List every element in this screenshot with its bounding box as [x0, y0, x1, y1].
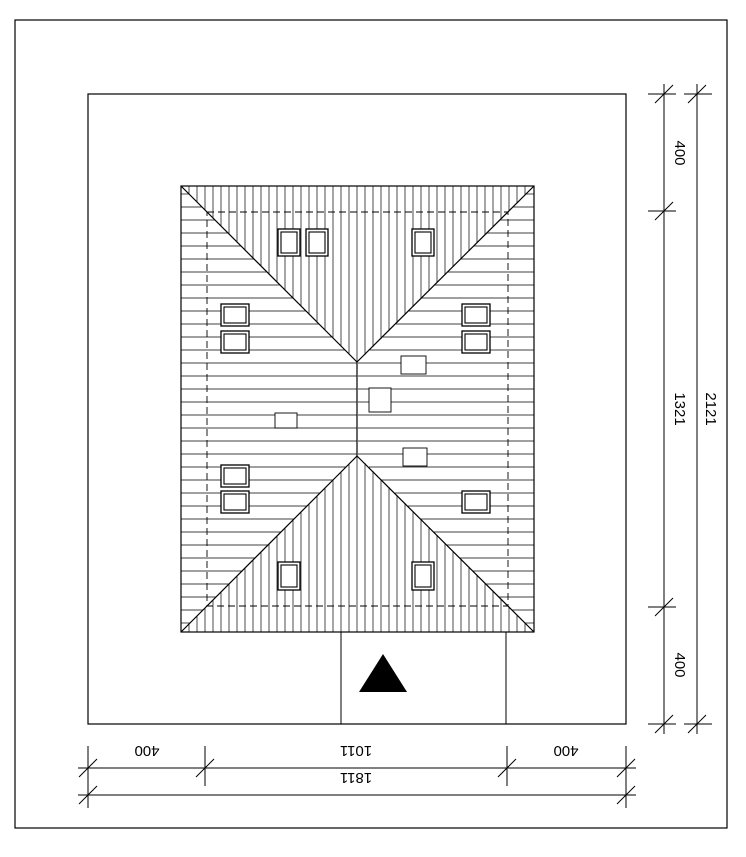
dim-label-right-setback: 400	[553, 742, 579, 759]
roof-window-inner	[465, 307, 487, 323]
chimney	[403, 448, 427, 466]
roof-window-inner	[224, 307, 246, 323]
chimney	[275, 413, 297, 428]
dim-label-middle-width: 1011	[339, 742, 373, 759]
roof-window-inner	[224, 468, 246, 484]
roof-window-inner	[281, 565, 297, 587]
dimension-lines	[78, 84, 712, 808]
sheet-frame	[15, 20, 727, 828]
dim-label-middle-height: 1321	[671, 392, 688, 426]
chimney	[369, 388, 391, 412]
roof	[181, 186, 534, 632]
roof-windows	[221, 229, 490, 590]
roof-window-inner	[224, 334, 246, 350]
dim-label-total-width: 1811	[339, 769, 373, 786]
roof-window-inner	[224, 494, 246, 510]
roof-window-inner	[281, 232, 297, 253]
dim-label-left-setback: 400	[134, 742, 160, 759]
dim-label-top-setback: 400	[671, 140, 688, 166]
roof-window-inner	[465, 334, 487, 350]
chimneys	[275, 356, 427, 466]
roof-window-inner	[465, 494, 487, 510]
north-arrow-icon	[359, 654, 407, 692]
chimney	[401, 356, 426, 374]
dim-label-total-height: 2121	[702, 392, 719, 426]
roof-window-inner	[309, 232, 325, 253]
roof-outline	[181, 186, 534, 632]
roof-window-inner	[415, 232, 431, 253]
dim-label-bottom-setback: 400	[671, 652, 688, 678]
roof-window-inner	[415, 565, 431, 587]
